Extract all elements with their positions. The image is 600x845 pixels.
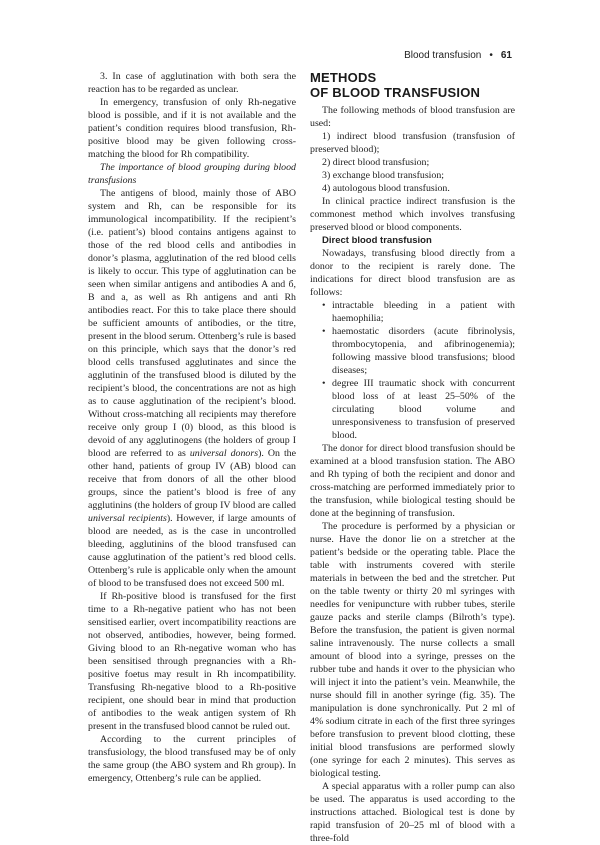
running-header	[404, 50, 512, 61]
method-item: 3) exchange blood transfusion;	[322, 170, 445, 181]
method-item: 4) autologous blood transfusion.	[322, 183, 450, 194]
list-item: • intractable bleeding in a patient with haemophilia;	[322, 299, 515, 325]
list-item: • haemostatic disorders (acute fibrinolysis, thrombocytopenia, and afibrinogenemia); following massive blood transfusions; blood diseases;	[322, 325, 515, 377]
paragraph: A special apparatus with a roller pump can also be used. The apparatus is used according to the instructions attached. Biological test is done by rapid transfusion of 20–25 ml of blood with a three-fold	[310, 781, 515, 844]
paragraph: In clinical practice indirect transfusion is the commonest method which involves transfusing preserved blood or blood components.	[310, 196, 515, 233]
text-run: The antigens of blood, mainly those of ABO system and Rh, can be responsible for its immunological incompatibility. If the recipient’s (i.e. patient’s) blood contains antigens against to those of the red blood cells and antibodies in donor’s plasma, agglutination of the red blood cells is likely to occur. This type of agglutination can be seen when similar antigens and antibodies A and б, B and a, as well as Rh antigens and anti Rh antibodies react. For this to take place there should be sufficient amounts of antibodies, or the titre, present in the blood serum. Ottenberg’s rule is based on this principle, which says that the donor’s red blood cells transfused agglutinates and since the agglutinin of the transfused blood is diluted by the recipient’s blood, the concentrations are not as high as to cause agglutination of the recipient’s blood. Without cross-matching all recipients may therefore receive only group I (0) blood, as this blood is devoid of any agglutinogens (the holders of group I blood are referred to as	[88, 188, 296, 459]
indications-list	[310, 299, 515, 442]
paragraph: If Rh-positive blood is transfused for the first time to a Rh-negative patient who has not been sensitised earlier, overt incompatibility reactions are not observed, antibodies, however, being formed. Giving blood to an Rh-negative woman who has been sensitised through pregnancies with a Rh-positive foetus may result in Rh incompatibility. Transfusing Rh-negative blood to a Rh-positive recipient, one should bear in mind that production of antibodies to the weak antigen system of Rh present in the transfused blood cannot be ruled out.	[88, 591, 296, 732]
header-separator: •	[489, 50, 493, 61]
italic-subheading: The importance of blood grouping during blood transfusions	[88, 162, 296, 186]
paragraph: The donor for direct blood transfusion should be examined at a blood transfusion station. The ABO and Rh typing of both the recipient and donor and cross-matching are performed immediately prior to the transfusion, while biological testing should be done at the beginning of transfusion.	[310, 443, 515, 519]
paragraph: The following methods of blood transfusion are used:	[310, 105, 515, 129]
emphasis-term: universal recipients	[88, 513, 167, 524]
heading-line: OF BLOOD TRANSFUSION	[310, 85, 481, 100]
paragraph: The procedure is performed by a physician or nurse. Have the donor lie on a stretcher at the patient’s bedside or the operating table. Place the table with instruments covered with sterile materials in between the bed and the stretcher. Put on the table twenty or thirty 20 ml syringes with needles for venipuncture with rubber tubes, sterile gauze packs and sterile clamps (Bilroth’s type). Before the transfusion, the patient is given normal saline intravenously. The nurse collects a small amount of blood into a syringe, presses on the rubber tube and hands it over to the physician who will inject it into the patient’s vein. Meanwhile, the nurse should fill in another syringe (fig. 35). The manipulation is done synchronically. Put 2 ml of 4% sodium citrate in each of the first three syringes before transfusion to prevent blood clotting, these initial blood transfusions are performed slowly (one syringe for each 2 minutes). This serves as biological testing.	[310, 521, 515, 779]
right-column	[310, 70, 515, 845]
heading-line: METHODS	[310, 70, 377, 85]
paragraph: Nowadays, transfusing blood directly from a donor to the recipient is rarely done. The indications for direct blood transfusion are as follows:	[310, 248, 515, 298]
paragraph: 3. In case of agglutination with both sera the reaction has to be regarded as unclear.	[88, 71, 296, 95]
method-item: 1) indirect blood transfusion (transfusion of preserved blood);	[310, 131, 515, 155]
paragraph-antigens	[88, 187, 296, 590]
subheading: Direct blood transfusion	[322, 235, 432, 246]
text-run: ). On the other hand, patients of group IV (AB) blood can receive that from donors of all the other blood groups, since the patient’s blood is free of any agglutinins (the holders of group IV blood are called	[88, 448, 297, 511]
emphasis-term: universal donors	[189, 448, 259, 459]
method-item: 2) direct blood transfusion;	[322, 157, 430, 168]
section-heading	[310, 70, 515, 100]
paragraph: According to the current principles of transfusiology, the blood transfused may be of only the same group (the ABO system and Rh group). In emergency, Ottenberg’s rule can be applied.	[88, 734, 296, 784]
list-item: • degree III traumatic shock with concurrent blood loss of at least 25–50% of the circulating blood volume and unresponsiveness to transfusion of preserved blood.	[322, 377, 515, 442]
text-run: ). However, if large amounts of blood are needed, as is the case in uncontrolled bleeding, agglutinins of the blood transfused can cause agglutination of the patient’s red blood cells. Ottenberg’s rule is applicable only when the amount of blood to be transfused does not exceed 500 ml.	[88, 513, 296, 589]
left-column	[88, 70, 296, 785]
header-title: Blood transfusion	[404, 50, 482, 61]
paragraph: In emergency, transfusion of only Rh-negative blood is possible, and if it is not available and the patient’s condition requires blood transfusion, Rh-positive blood may be given following cross-matching the blood for Rh compatibility.	[88, 97, 296, 160]
page-number: 61	[500, 50, 512, 61]
